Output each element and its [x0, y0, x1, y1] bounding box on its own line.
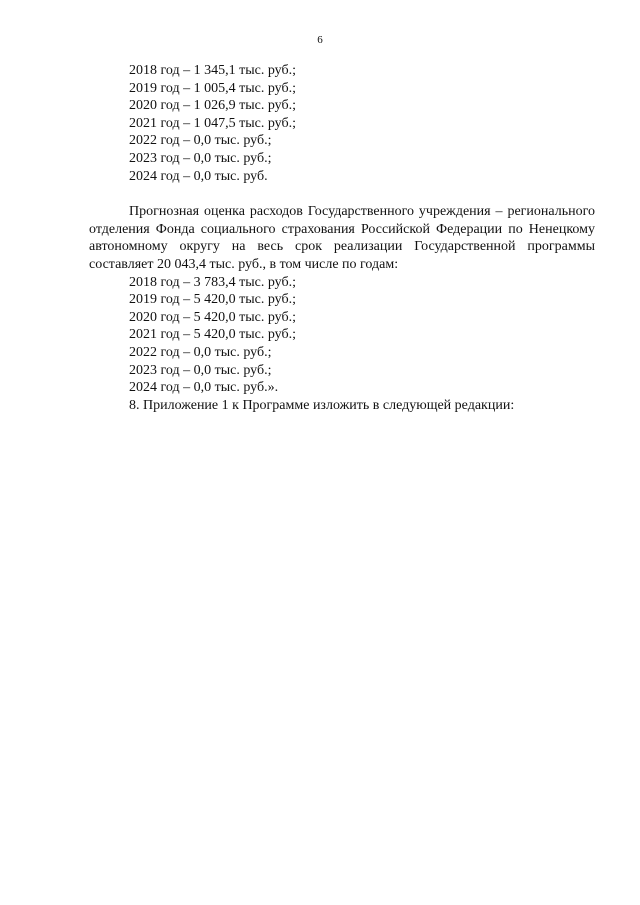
list-item: 2024 год – 0,0 тыс. руб.». — [129, 380, 279, 396]
list-item: 2018 год – 3 783,4 тыс. руб.; — [129, 274, 296, 290]
list-item: 2018 год – 1 345,1 тыс. руб.; — [129, 63, 296, 78]
list-item: 2019 год – 1 005,4 тыс. руб.; — [129, 80, 296, 96]
list-item: 2020 год – 1 026,9 тыс. руб.; — [129, 98, 296, 114]
list-item: 2022 год – 0,0 тыс. руб.; — [129, 133, 272, 149]
page-number: 6 — [317, 34, 323, 46]
first-funding-list — [0, 62, 640, 185]
list-item: 2020 год – 5 420,0 тыс. руб.; — [129, 309, 296, 325]
second-funding-list — [0, 274, 640, 397]
paragraph-gap — [0, 185, 640, 203]
item-8-text: 8. Приложение 1 к Программе изложить в следующей редакции: — [129, 397, 515, 413]
list-item: 2024 год – 0,0 тыс. руб. — [129, 168, 268, 184]
forecast-paragraph: Прогнозная оценка расходов Государственного учреждения – регионального отделения Фонда социального страхования Российской Федерации по Ненецкому автономному округу на весь срок реализации Государственной программы составляет 20 043,4 тыс. руб., в том числе по годам: — [89, 204, 595, 272]
list-item: 2019 год – 5 420,0 тыс. руб.; — [129, 292, 296, 308]
list-item: 2021 год – 1 047,5 тыс. руб.; — [129, 115, 296, 131]
list-item: 2023 год – 0,0 тыс. руб.; — [129, 150, 272, 166]
list-item: 2022 год – 0,0 тыс. руб.; — [129, 344, 272, 360]
list-item: 2021 год – 5 420,0 тыс. руб.; — [129, 327, 296, 343]
list-item: 2023 год – 0,0 тыс. руб.; — [129, 362, 272, 378]
document-body — [0, 62, 640, 414]
